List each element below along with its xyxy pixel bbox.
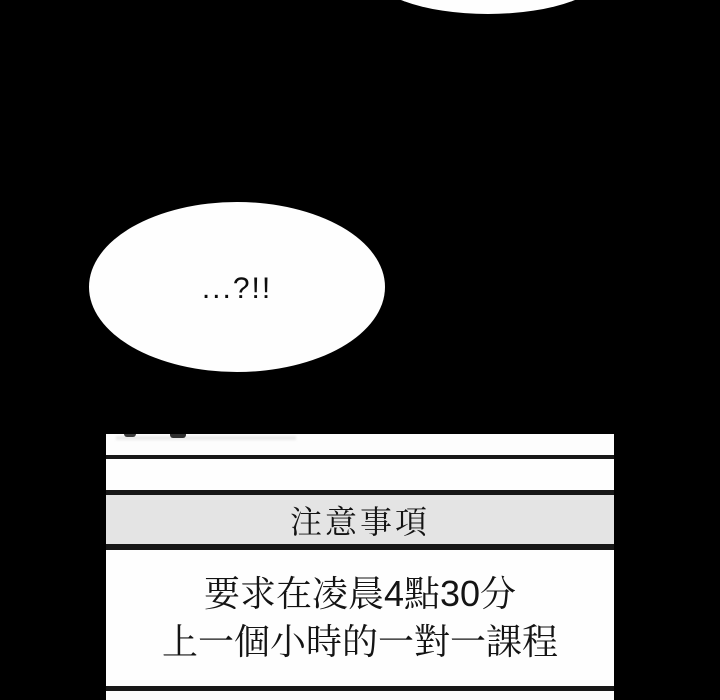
speech-bubble — [89, 202, 385, 372]
notice-body-line-1: 要求在凌晨4點30分 — [203, 573, 517, 614]
notice-row-empty — [106, 459, 614, 490]
notice-header-row — [106, 495, 614, 544]
notice-bottom-strip — [106, 691, 614, 700]
notice-panel — [106, 434, 614, 700]
partial-speech-bubble — [369, 0, 607, 14]
clipped-text-remnant — [124, 434, 136, 437]
clipped-text-smudge — [116, 436, 296, 440]
clipped-text-remnant — [170, 434, 186, 438]
notice-body-row — [106, 550, 614, 686]
notice-body-line-2: 上一個小時的一對一課程 — [161, 621, 558, 662]
notice-header-text: 注意事項 — [289, 503, 430, 540]
speech-bubble-text: ...?!! — [201, 272, 273, 305]
notice-row-clipped — [106, 434, 614, 455]
